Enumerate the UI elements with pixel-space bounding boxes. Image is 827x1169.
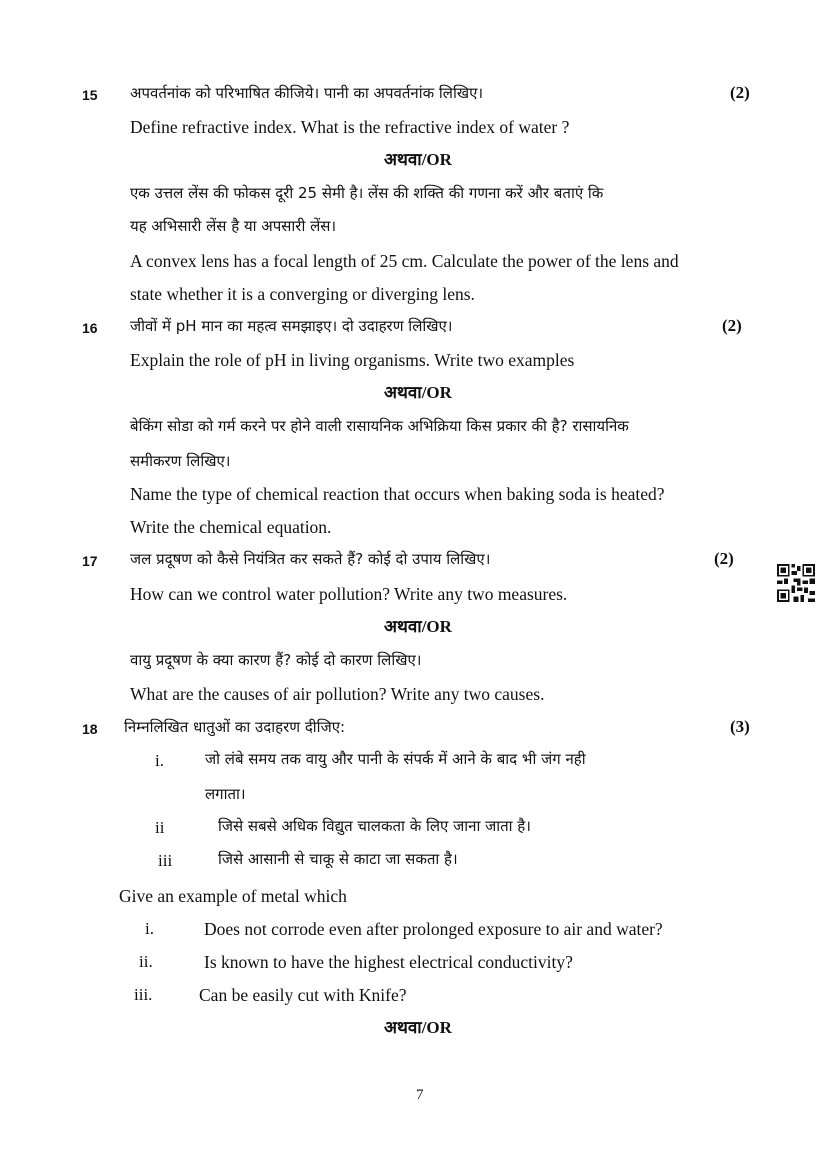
q18-english-item-3-text: Can be easily cut with Knife? bbox=[199, 985, 407, 1005]
q18-hindi-item-1-line-2: लगाता। bbox=[205, 785, 246, 803]
q15-marks: (2) bbox=[730, 83, 750, 102]
q16-hindi-text: जीवों में pH मान का महत्व समझाइए। दो उदाहरण लिखिए। bbox=[130, 317, 453, 335]
question-number-18: 18 bbox=[82, 721, 98, 737]
page-number: 7 bbox=[416, 1087, 424, 1103]
q17-or-label: अथवा/OR bbox=[384, 617, 452, 636]
q17-marks: (2) bbox=[714, 549, 734, 568]
q18-hindi-item-1-line-1: जो लंबे समय तक वायु और पानी के संपर्क में आने के बाद भी जंग नही bbox=[205, 750, 586, 768]
q18-hindi-text: निम्नलिखित धातुओं का उदाहरण दीजिए: bbox=[124, 718, 346, 736]
q18-marks: (3) bbox=[730, 717, 750, 736]
q18-hindi-item-2-text: जिसे सबसे अधिक विद्युत चालकता के लिए जाना जाता है। bbox=[218, 817, 531, 835]
q16-alt-hindi-line-2: समीकरण लिखिए। bbox=[130, 452, 231, 470]
question-number-15: 15 bbox=[82, 87, 98, 103]
q18-hindi-item-3-number: iii bbox=[158, 851, 173, 870]
qr-code-icon bbox=[777, 564, 815, 602]
q18-english-item-2-number: ii. bbox=[139, 952, 153, 971]
q17-alt-english-text: What are the causes of air pollution? Write any two causes. bbox=[130, 684, 545, 704]
q18-english-item-2-text: Is known to have the highest electrical conductivity? bbox=[204, 952, 573, 972]
q18-english-item-1-number: i. bbox=[145, 919, 154, 938]
q16-or-label: अथवा/OR bbox=[384, 383, 452, 402]
q18-hindi-item-2-number: ii bbox=[155, 818, 165, 837]
q17-english-text: How can we control water pollution? Write any two measures. bbox=[130, 584, 568, 604]
q16-alt-english-line-1: Name the type of chemical reaction that occurs when baking soda is heated? bbox=[130, 484, 665, 504]
q18-english-item-3-number: iii. bbox=[134, 985, 153, 1004]
q17-hindi-text: जल प्रदूषण को कैसे नियंत्रित कर सकते हैं? कोई दो उपाय लिखिए। bbox=[130, 550, 491, 568]
q15-english-text: Define refractive index. What is the refractive index of water ? bbox=[130, 117, 570, 137]
q18-hindi-item-1-number: i. bbox=[155, 751, 164, 770]
q15-alt-hindi-line-2: यह अभिसारी लेंस है या अपसारी लेंस। bbox=[130, 217, 337, 235]
q15-alt-english-line-1: A convex lens has a focal length of 25 cm. Calculate the power of the lens and bbox=[130, 251, 679, 271]
q15-alt-hindi-line-1: एक उत्तल लेंस की फोकस दूरी 25 सेमी है। लेंस की शक्ति की गणना करें और बताएं कि bbox=[130, 184, 604, 202]
q18-english-text: Give an example of metal which bbox=[119, 886, 347, 906]
q15-hindi-text: अपवर्तनांक को परिभाषित कीजिये। पानी का अपवर्तनांक लिखिए। bbox=[130, 84, 484, 102]
q18-english-item-1-text: Does not corrode even after prolonged exposure to air and water? bbox=[204, 919, 663, 939]
question-number-17: 17 bbox=[82, 553, 98, 569]
q18-hindi-item-3-text: जिसे आसानी से चाकू से काटा जा सकता है। bbox=[218, 850, 458, 868]
q16-marks: (2) bbox=[722, 316, 742, 335]
q18-or-label: अथवा/OR bbox=[384, 1018, 452, 1037]
q16-english-text: Explain the role of pH in living organisms. Write two examples bbox=[130, 350, 575, 370]
question-number-16: 16 bbox=[82, 320, 98, 336]
q16-alt-english-line-2: Write the chemical equation. bbox=[130, 517, 332, 537]
q15-alt-english-line-2: state whether it is a converging or diverging lens. bbox=[130, 284, 475, 304]
q17-alt-hindi-text: वायु प्रदूषण के क्या कारण हैं? कोई दो कारण लिखिए। bbox=[130, 651, 422, 669]
q16-alt-hindi-line-1: बेकिंग सोडा को गर्म करने पर होने वाली रासायनिक अभिक्रिया किस प्रकार की है? रासायनिक bbox=[130, 417, 629, 435]
q15-or-label: अथवा/OR bbox=[384, 150, 452, 169]
